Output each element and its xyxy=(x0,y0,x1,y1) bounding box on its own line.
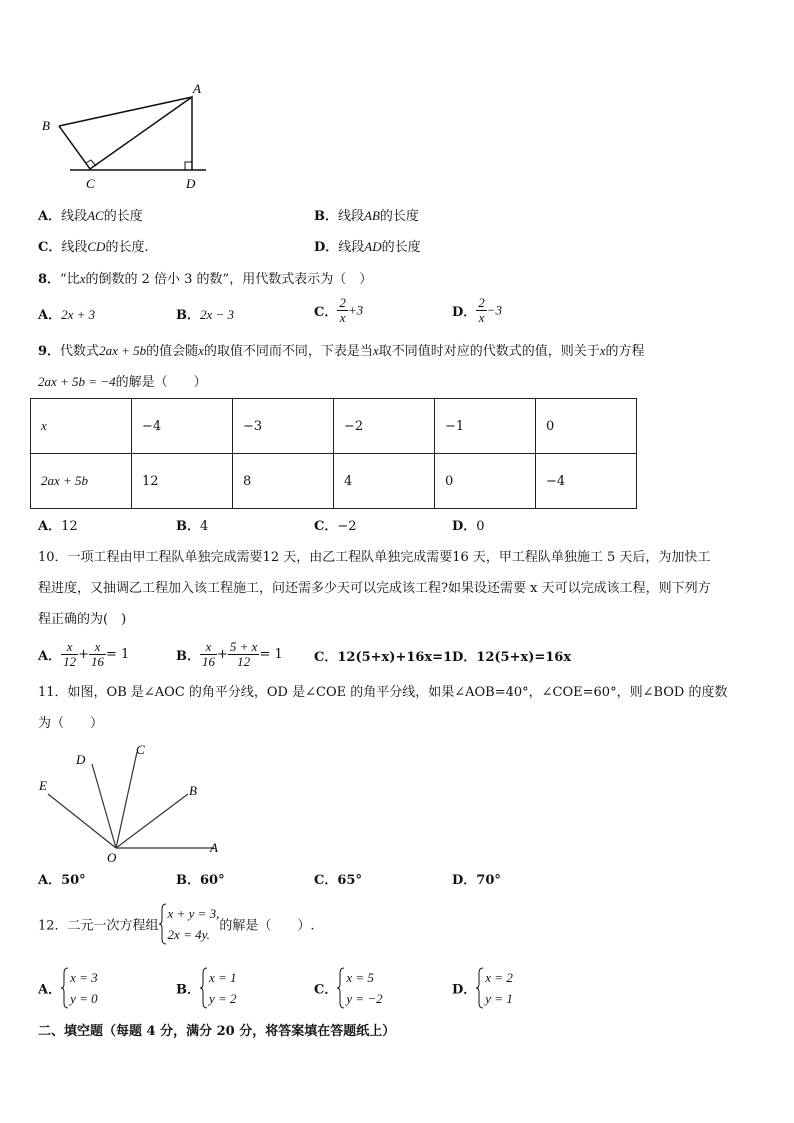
q8-option-d[interactable]: D． $\frac{2}{x}$ −3 xyxy=(452,295,503,325)
q12-option-d[interactable]: D． x = 2 y = 1 xyxy=(452,967,513,1009)
label-O: O xyxy=(107,850,117,865)
q8-option-b[interactable]: B．2x − 3 xyxy=(176,307,235,323)
q10-option-c[interactable]: C．12(5+x)+16x=1 xyxy=(314,650,453,665)
table-row xyxy=(31,454,637,509)
fraction: $\frac{2}{x}$ xyxy=(339,295,346,325)
fraction: $\frac{x}{16}$ xyxy=(202,639,215,669)
table-cell: 12 xyxy=(132,454,233,509)
table-cell: 0 xyxy=(435,454,536,509)
equation-system: x + y = 3, 2x = 4y. xyxy=(159,903,220,945)
q12-stem: 12．二元一次方程组 x + y = 3, 2x = 4y. 的解是（ ）. xyxy=(38,903,315,945)
equation-system: x = 3 y = 0 xyxy=(61,967,98,1009)
q10-option-b[interactable]: B． $\frac{x}{16}$ + $\frac{5 + x}{12}$ = 1 xyxy=(176,639,283,669)
equation-system: x = 5 y = −2 xyxy=(337,967,382,1009)
label-B: B xyxy=(189,783,197,798)
q12-option-a[interactable]: A． x = 3 y = 0 xyxy=(38,967,98,1009)
label-C: C xyxy=(136,742,145,757)
table-cell: 8 xyxy=(233,454,334,509)
q8-option-a[interactable]: A．2x + 3 xyxy=(38,307,96,323)
q11-stem-line1: 11．如图，OB 是∠AOC 的角平分线，OD 是∠COE 的角平分线，如果∠AOB=40°，∠COE=60°，则∠BOD 的度数 xyxy=(38,685,728,700)
section-heading: 二、填空题（每题 4 分，满分 20 分，将答案填在答题纸上） xyxy=(38,1024,396,1039)
q8-option-c[interactable]: C． $\frac{2}{x}$ +3 xyxy=(314,295,364,325)
label-B: B xyxy=(42,118,50,133)
equation-system: x = 2 y = 1 xyxy=(476,967,513,1009)
q7-option-c[interactable]: C．线段CD的长度. xyxy=(38,239,149,255)
q10-stem-line1: 10．一项工程由甲工程队单独完成需要12 天，由乙工程队单独完成需要16 天，甲工程队单独施工 5 天后，为加快工 xyxy=(38,550,711,565)
q12-option-c[interactable]: C． x = 5 y = −2 xyxy=(314,967,383,1009)
table-cell: x xyxy=(31,399,132,454)
q9-stem-line2: 2ax + 5b = −4的解是（ ） xyxy=(38,374,207,390)
q9-option-b[interactable]: B．4 xyxy=(176,519,209,534)
q8-stem: 8．“比x的倒数的 2 倍小 3 的数”，用代数式表示为（ ） xyxy=(38,271,373,287)
fraction: $\frac{2}{x}$ xyxy=(478,295,485,325)
fraction: $\frac{x}{16}$ xyxy=(91,639,104,669)
q11-option-d[interactable]: D．70° xyxy=(452,873,501,888)
label-D: D xyxy=(76,752,86,767)
q10-option-a[interactable]: A． $\frac{x}{12}$ + $\frac{x}{16}$ = 1 xyxy=(38,639,130,669)
q11-option-b[interactable]: B．60° xyxy=(176,873,225,888)
table-cell: 4 xyxy=(334,454,435,509)
table-cell: −1 xyxy=(435,399,536,454)
table-cell: −4 xyxy=(132,399,233,454)
q10-stem-line2: 程进度，又抽调乙工程加入该工程施工，问还需多少天可以完成该工程?如果设还需要 x 天可以完成该工程，则下列方 xyxy=(38,581,711,596)
q10-option-d[interactable]: D．12(5+x)=16x xyxy=(452,650,572,665)
q10-stem-line3: 程正确的为( ) xyxy=(38,612,127,627)
q11-option-c[interactable]: C．65° xyxy=(314,873,362,888)
table-cell: −2 xyxy=(334,399,435,454)
q9-stem-line1: 9．代数式2ax + 5b的值会随x的取值不同而不同，下表是当x取不同值时对应的代数式的值，则关于x的方程 xyxy=(38,343,645,359)
equation-system: x = 1 y = 2 xyxy=(200,967,237,1009)
q9-option-c[interactable]: C．−2 xyxy=(314,519,357,534)
angle-figure xyxy=(36,740,226,865)
label-D: D xyxy=(186,176,196,191)
label-A: A xyxy=(193,81,201,96)
table-cell: 2ax + 5b xyxy=(31,454,132,509)
q9-option-a[interactable]: A．12 xyxy=(38,519,78,534)
label-E: E xyxy=(39,778,47,793)
fraction: $\frac{5 + x}{12}$ xyxy=(229,639,258,669)
q7-option-a[interactable]: A．线段AC的长度 xyxy=(38,208,143,224)
fraction: $\frac{x}{12}$ xyxy=(63,639,77,669)
q9-option-d[interactable]: D．0 xyxy=(452,519,485,534)
q7-option-b[interactable]: B．线段AB的长度 xyxy=(314,208,419,224)
table-cell: 0 xyxy=(536,399,637,454)
table-cell: −4 xyxy=(536,454,637,509)
label-A: A xyxy=(210,840,218,855)
value-table xyxy=(30,398,637,509)
q7-option-d[interactable]: D．线段AD的长度 xyxy=(314,239,421,255)
label-C: C xyxy=(86,176,95,191)
table-cell: −3 xyxy=(233,399,334,454)
table-row xyxy=(31,399,637,454)
q12-option-b[interactable]: B． x = 1 y = 2 xyxy=(176,967,237,1009)
triangle-figure xyxy=(36,78,216,196)
q11-option-a[interactable]: A．50° xyxy=(38,873,86,888)
q11-stem-line2: 为（ ） xyxy=(38,716,104,731)
